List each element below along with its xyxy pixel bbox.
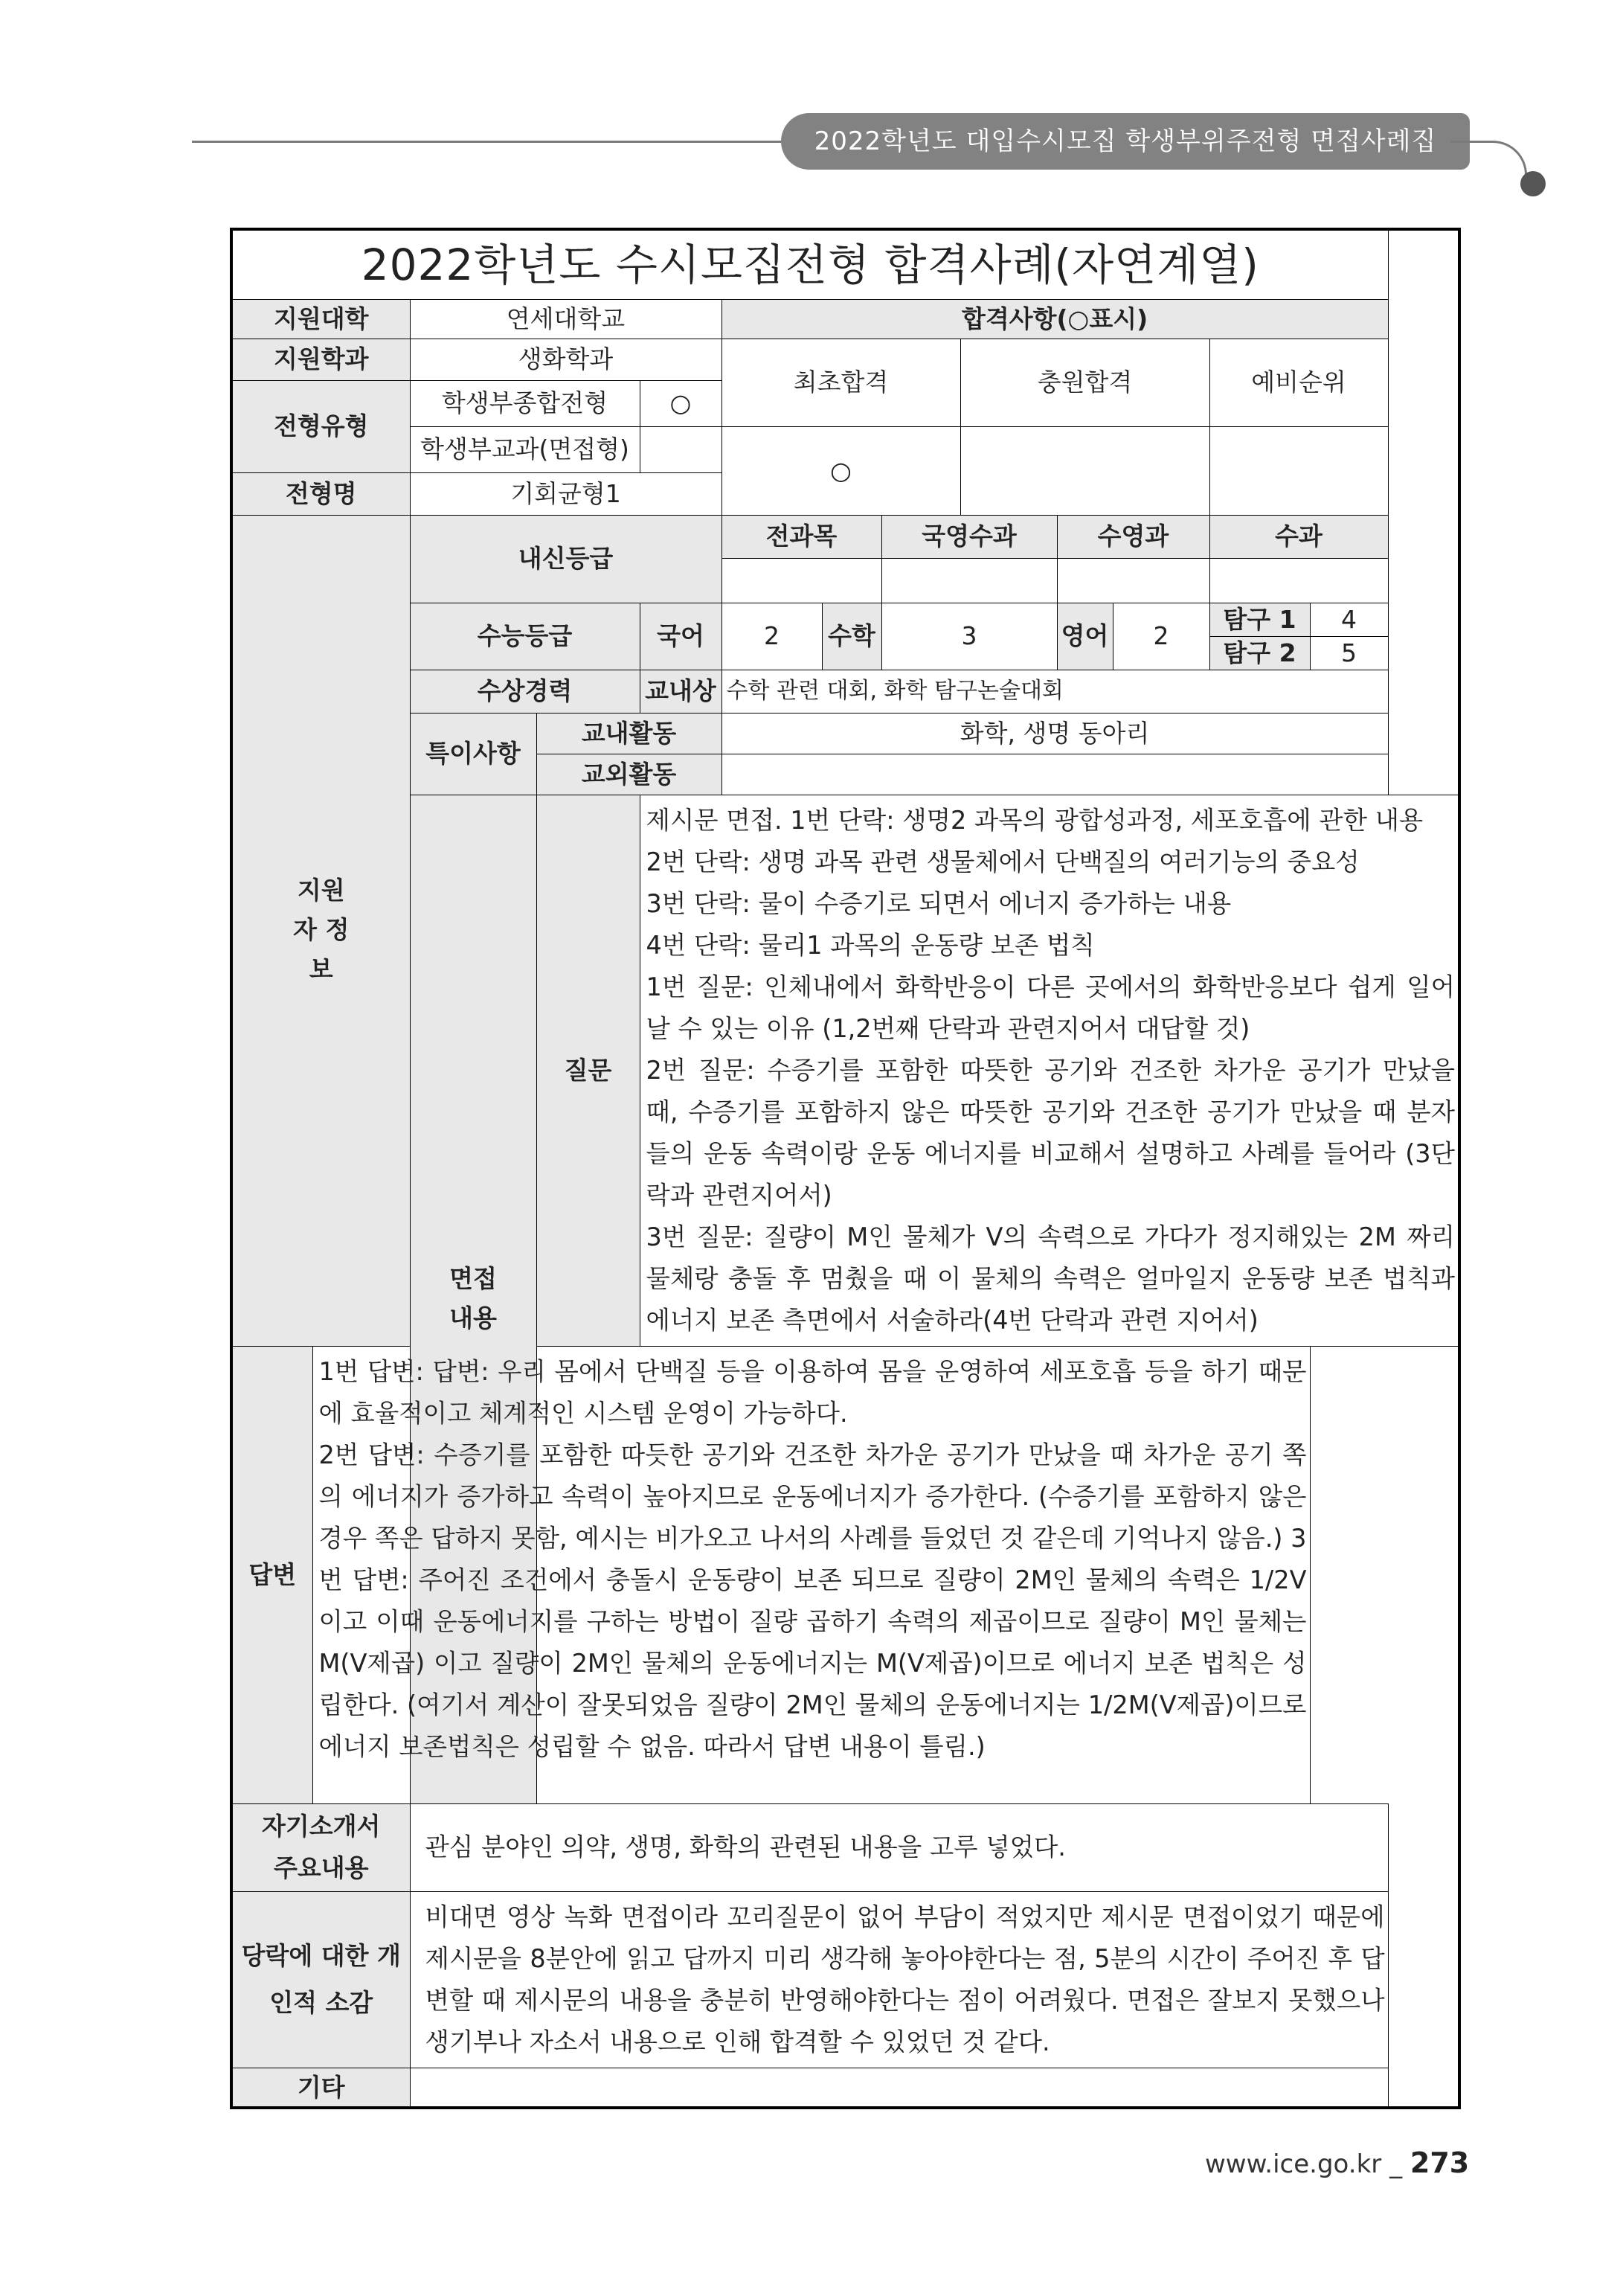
tamgu1-value: 4 [1310, 603, 1388, 636]
in-activity-value: 화학, 생명 동아리 [721, 713, 1388, 754]
grade-val-kesg [881, 558, 1057, 603]
result-additional-label: 충원합격 [960, 339, 1209, 426]
case-table [230, 228, 1461, 2109]
header-curve [1450, 141, 1527, 177]
result-waitlist-label: 예비순위 [1209, 339, 1388, 426]
tamgu2-value: 5 [1310, 636, 1388, 670]
name-value: 기회균형1 [410, 472, 721, 515]
grade-val-seg [1057, 558, 1209, 603]
university-value: 연세대학교 [410, 299, 721, 339]
question-line: 3번 질문: 질량이 M인 물체가 V의 속력으로 가다가 정지해있는 2M 짜리 물체랑 충돌 후 멈췄을 때 이 물체의 속력은 얼마일지 운동량 보존 법칙과 에너지 보존 측면에서 서술하라(4번 단락과 관련 지어서) [646, 1222, 1455, 1335]
footer-sep: _ [1389, 2149, 1403, 2179]
footer [1205, 2146, 1469, 2179]
name-label: 전형명 [231, 472, 410, 515]
result-first-mark: ○ [721, 426, 960, 515]
answer-line: 2번 답변: 수증기를 포함한 따듯한 공기와 건조한 차가운 공기가 만났을 때 차가운 공기 쪽의 에너지가 증가하고 속력이 높아지므로 운동에너지가 증가한다. (수증기를 포함하지 않은 경우 쪽은 답하지 못함, 예시는 비가오고 나서의 사례를 들었던 것 같은데 기억나지 않음.) 3번 답변: 주어진 조건에서 충돌시 운동량이 보존 되므로 질량이 2M인 물체의 속력은 1/2V이고 이때 운동에너지를 구하는 방법이 질량 곱하기 속력의 제곱이므로 질량이 M인 물체는 M(V제곱) 이고 질량이 2M인 물체의 운동에너지는 M(V제곱)이므로 에너지 보존 법칙은 성립한다. (여기서 계산이 잘못되었음 질량이 2M인 물체의 운동에너지는 1/2M(V제곱)이므로 에너지 보존법칙은 성립할 수 없음. 따라서 답변 내용이 틀림.) [318, 1440, 1307, 1761]
award-sub-label: 교내상 [640, 670, 721, 713]
header-dot [1520, 171, 1546, 196]
tamgu2-label: 탐구 2 [1209, 636, 1310, 670]
self-intro-value: 관심 분야인 의약, 생명, 화학의 관련된 내용을 고루 넣었다. [410, 1803, 1388, 1891]
dept-value: 생화학과 [410, 339, 721, 380]
grade-label: 내신등급 [410, 515, 721, 603]
header-rule [192, 141, 787, 143]
special-label: 특이사항 [410, 713, 536, 795]
grade-col-seg: 수영과 [1057, 515, 1209, 558]
applicant-label: 지원자 정보 [231, 515, 410, 1346]
answer-label: 답변 [231, 1346, 312, 1803]
grade-val-sg [1209, 558, 1388, 603]
page-number: 273 [1410, 2146, 1470, 2179]
question-line: 1번 질문: 인체내에서 화학반응이 다른 곳에서의 화학반응보다 쉽게 일어날 수 있는 이유 (1,2번째 단락과 관련지어서 대답할 것) [646, 972, 1455, 1043]
suneung-label: 수능등급 [410, 603, 640, 670]
result-additional-mark [960, 426, 1209, 515]
opinion-value: 비대면 영상 녹화 면접이라 꼬리질문이 없어 부담이 적었지만 제시문 면접이었기 때문에 제시문을 8분안에 읽고 답까지 미리 생각해 놓아야한다는 점, 5분의 시간이 주어진 후 답변할 때 제시문의 내용을 충분히 반영해야한다는 점이 어려웠다. 면접은 잘보지 못했으나 생기부나 자소서 내용으로 인해 합격할 수 있었던 것 같다. [410, 1891, 1388, 2068]
page-title: 2022학년도 수시모집전형 합격사례(자연계열) [231, 229, 1388, 299]
question-line: 제시문 면접. 1번 단락: 생명2 과목의 광합성과정, 세포호흡에 관한 내용 [646, 805, 1424, 835]
grade-col-all: 전과목 [721, 515, 881, 558]
grade-val-all [721, 558, 881, 603]
type1-value: 학생부종합전형 [410, 380, 640, 426]
result-header: 합격사항(○표시) [721, 299, 1388, 339]
opinion-label: 당락에 대한 개인적 소감 [231, 1891, 410, 2068]
grade-col-sg: 수과 [1209, 515, 1388, 558]
award-value: 수학 관련 대회, 화학 탐구논술대회 [721, 670, 1388, 713]
grade-col-kesg: 국영수과 [881, 515, 1057, 558]
out-activity-value [721, 754, 1388, 795]
in-activity-label: 교내활동 [536, 713, 721, 754]
answers-cell [312, 1346, 1310, 1803]
etc-value [410, 2068, 1388, 2108]
type-label: 전형유형 [231, 380, 410, 472]
dept-label: 지원학과 [231, 339, 410, 380]
university-label: 지원대학 [231, 299, 410, 339]
tamgu1-label: 탐구 1 [1209, 603, 1310, 636]
footer-url: www.ice.go.kr [1205, 2149, 1382, 2179]
result-first-label: 최초합격 [721, 339, 960, 426]
self-intro-label: 자기소개서 주요내용 [231, 1803, 410, 1891]
question-line: 4번 단락: 물리1 과목의 운동량 보존 법칙 [646, 930, 1095, 960]
interview-label: 면접 내용 [410, 795, 536, 1803]
math-value: 3 [881, 603, 1057, 670]
korean-label: 국어 [640, 603, 721, 670]
header-title: 2022학년도 대입수시모집 학생부위주전형 면접사례집 [781, 113, 1470, 170]
korean-value: 2 [721, 603, 822, 670]
english-label: 영어 [1057, 603, 1113, 670]
award-label: 수상경력 [410, 670, 640, 713]
type2-mark [640, 426, 721, 472]
answer-line: 1번 답변: 답변: 우리 몸에서 단백질 등을 이용하여 몸을 운영하여 세포호흡 등을 하기 때문에 효율적이고 체계적인 시스템 운영이 가능하다. [318, 1356, 1307, 1428]
question-line: 2번 단락: 생명 과목 관련 생물체에서 단백질의 여러기능의 중요성 [646, 847, 1360, 876]
type1-mark: ○ [640, 380, 721, 426]
question-line: 2번 질문: 수증기를 포함한 따뜻한 공기와 건조한 차가운 공기가 만났을 때, 수증기를 포함하지 않은 따뜻한 공기와 건조한 공기가 만났을 때 분자들의 운동 속력이랑 운동 에너지를 비교해서 설명하고 사례를 들어라 (3단락과 관련지어서) [646, 1055, 1455, 1210]
type2-value: 학생부교과(면접형) [410, 426, 640, 472]
question-label: 질문 [536, 795, 640, 1346]
question-line: 3번 단락: 물이 수증기로 되면서 에너지 증가하는 내용 [646, 888, 1232, 918]
english-value: 2 [1113, 603, 1209, 670]
out-activity-label: 교외활동 [536, 754, 721, 795]
math-label: 수학 [822, 603, 881, 670]
questions-cell [640, 795, 1459, 1346]
result-waitlist-mark [1209, 426, 1388, 515]
etc-label: 기타 [231, 2068, 410, 2108]
